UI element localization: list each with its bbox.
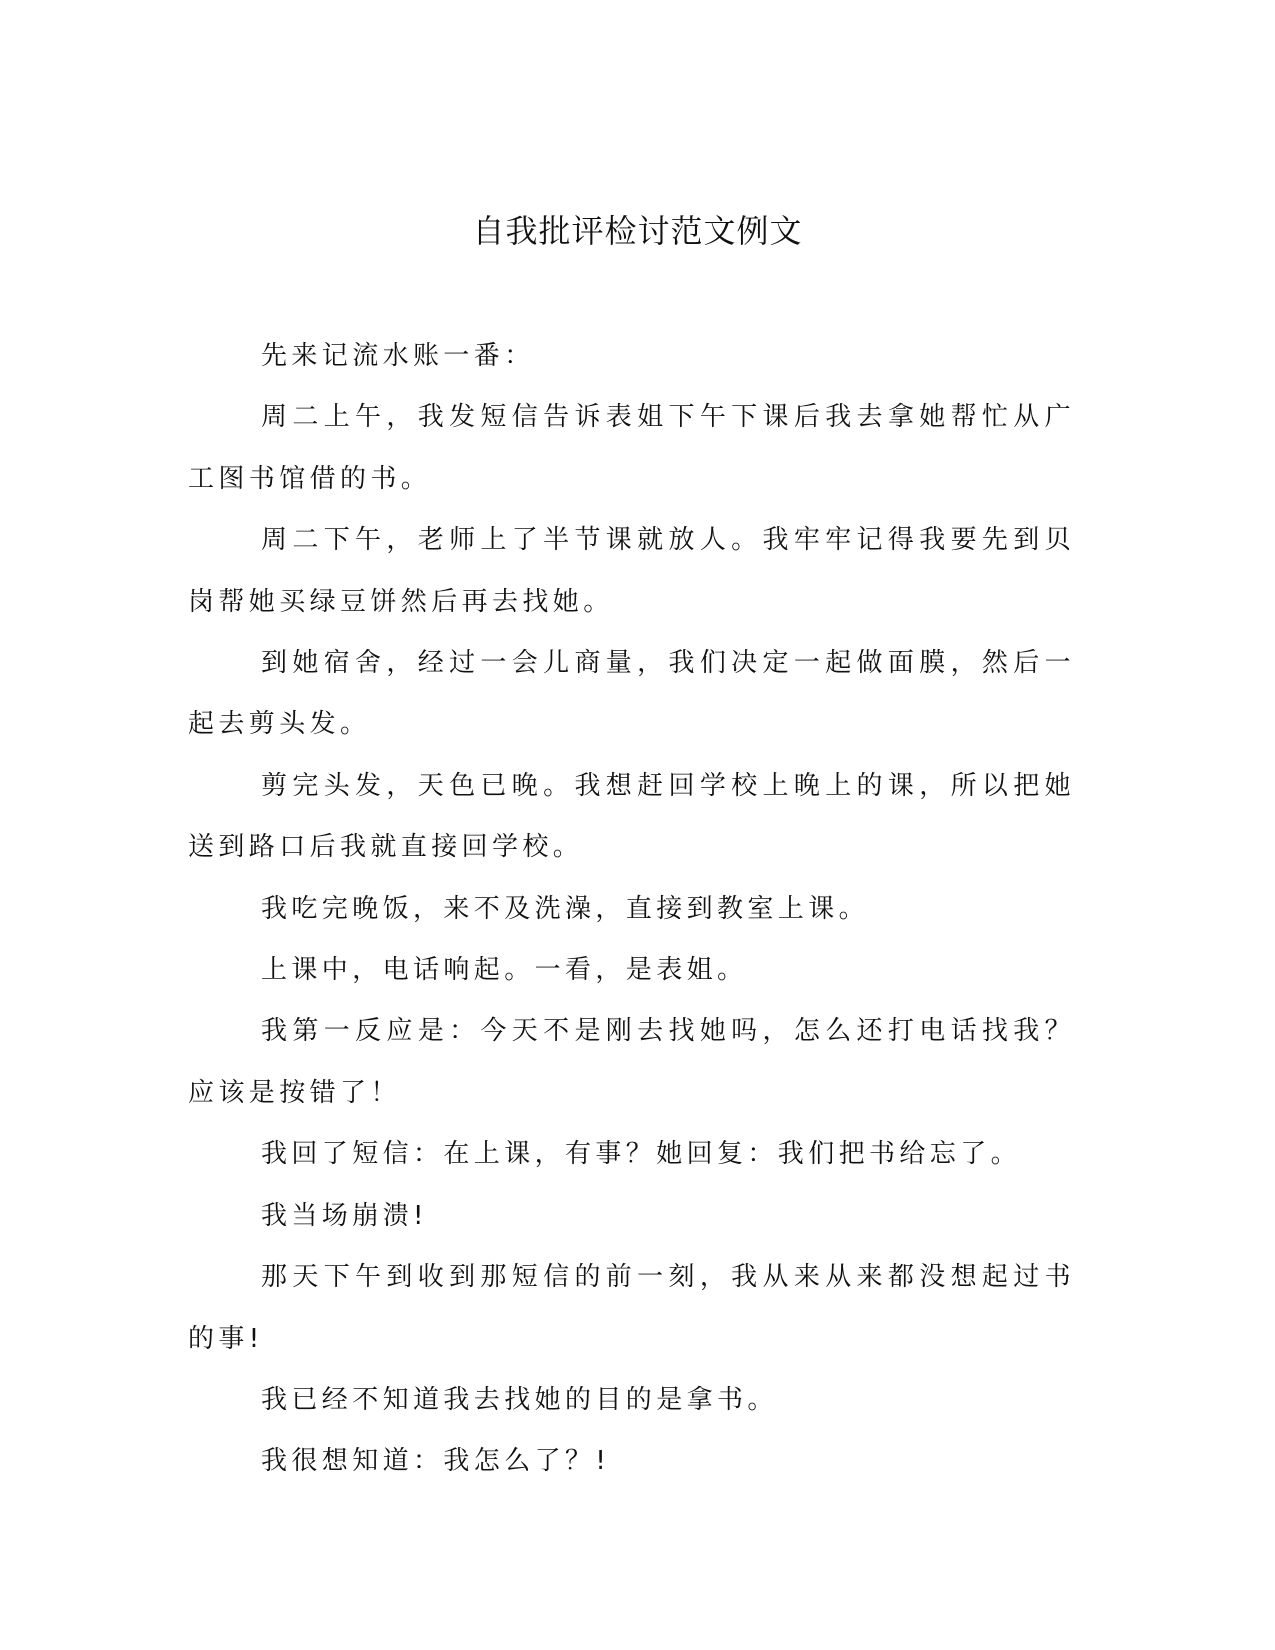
document-body	[188, 326, 1075, 1493]
paragraph: 上课中，电话响起。一看，是表姐。	[261, 955, 748, 986]
paragraph: 先来记流水账一番：	[261, 341, 535, 371]
paragraph: 我回了短信：在上课，有事？她回复：我们把书给忘了。	[261, 1139, 1022, 1170]
paragraph: 那天下午到收到那短信的前一刻，我从来从来都没想起过书的事!	[188, 1262, 1075, 1354]
paragraph: 我当场崩溃!	[261, 1200, 428, 1231]
paragraph: 周二上午，我发短信告诉表姐下午下课后我去拿她帮忙从广工图书馆借的书。	[188, 402, 1075, 494]
paragraph: 我第一反应是：今天不是刚去找她吗，怎么还打电话找我？应该是按错了！	[188, 1016, 1075, 1108]
paragraph: 我很想知道：我怎么了？!	[261, 1446, 611, 1477]
paragraph: 我已经不知道我去找她的目的是拿书。	[261, 1384, 778, 1415]
document-title: 自我批评检讨范文例文	[472, 212, 803, 250]
paragraph: 到她宿舍，经过一会儿商量，我们决定一起做面膜，然后一起去剪头发。	[188, 648, 1075, 740]
paragraph: 剪完头发，天色已晚。我想赶回学校上晚上的课，所以把她送到路口后我就直接回学校。	[188, 770, 1075, 863]
paragraph: 周二下午，老师上了半节课就放人。我牢牢记得我要先到贝岗帮她买绿豆饼然后再去找她。	[188, 525, 1075, 617]
paragraph: 我吃完晚饭，来不及洗澡，直接到教室上课。	[261, 893, 870, 924]
